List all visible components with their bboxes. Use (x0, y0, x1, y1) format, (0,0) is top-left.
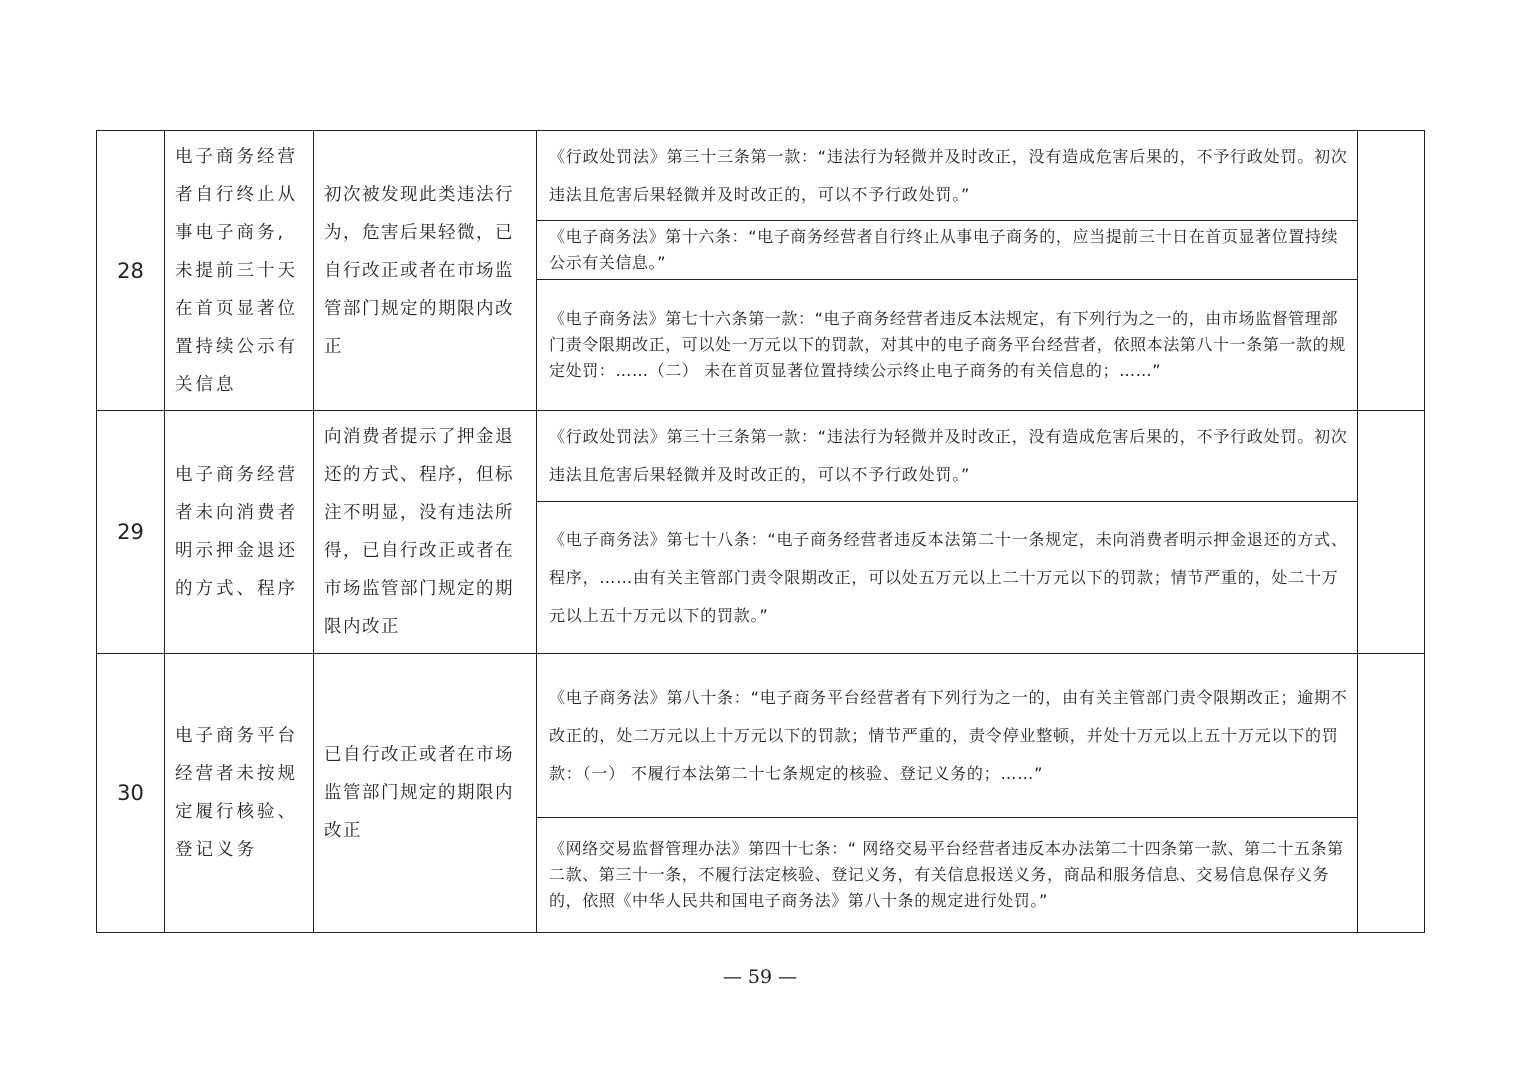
exemption-condition: 已自行改正或者在市场监管部门规定的期限内改正 (314, 654, 537, 933)
legal-basis: 《行政处罚法》第三十三条第一款：“违法行为轻微并及时改正，没有造成危害后果的，不予行政处罚。初次违法且危害后果轻微并及时改正的，可以不予行政处罚。” (537, 411, 1358, 502)
regulation-table (96, 130, 1425, 933)
row-number: 30 (97, 654, 165, 933)
exemption-condition: 向消费者提示了押金退还的方式、程序，但标注不明显，没有违法所得，已自行改正或者在市场监管部门规定的期限内改正 (314, 411, 537, 654)
table-row (97, 654, 1425, 818)
remark-cell (1358, 654, 1425, 933)
legal-basis: 《电子商务法》第七十八条：“电子商务经营者违反本法第二十一条规定，未向消费者明示押金退还的方式、程序，……由有关主管部门责令限期改正，可以处五万元以上二十万元以下的罚款；情节严重的，处二十万元以上五十万元以下的罚款。” (537, 502, 1358, 654)
remark-cell (1358, 411, 1425, 654)
violation-behavior: 电子商务经营者自行终止从事电子商务,未提前三十天在首页显著位置持续公示有关信息 (165, 131, 314, 411)
table-row (97, 411, 1425, 502)
violation-behavior: 电子商务经营者未向消费者明示押金退还的方式、程序 (165, 411, 314, 654)
legal-basis: 《行政处罚法》第三十三条第一款：“违法行为轻微并及时改正，没有造成危害后果的，不予行政处罚。初次违法且危害后果轻微并及时改正的，可以不予行政处罚。” (537, 131, 1358, 221)
legal-basis: 《电子商务法》第七十六条第一款：“电子商务经营者违反本法规定，有下列行为之一的，由市场监督管理部门责令限期改正，可以处一万元以下的罚款，对其中的电子商务平台经营者，依照本法第八十一条第一款的规定处罚：……（二） 未在首页显著位置持续公示终止电子商务的有关信息的；……” (537, 280, 1358, 411)
legal-basis: 《网络交易监督管理办法》第四十七条：“ 网络交易平台经营者违反本办法第二十四条第一款、第二十五条第二款、第三十一条，不履行法定核验、登记义务，有关信息报送义务，商品和服务信息、交易信息保存义务的，依照《中华人民共和国电子商务法》第八十条的规定进行处罚。” (537, 818, 1358, 933)
remark-cell (1358, 131, 1425, 411)
legal-basis: 《电子商务法》第十六条：“电子商务经营者自行终止从事电子商务的，应当提前三十日在首页显著位置持续公示有关信息。” (537, 221, 1358, 280)
violation-behavior: 电子商务平台经营者未按规定履行核验、登记义务 (165, 654, 314, 933)
legal-basis: 《电子商务法》第八十条：“电子商务平台经营者有下列行为之一的，由有关主管部门责令限期改正；逾期不改正的，处二万元以上十万元以下的罚款；情节严重的，责令停业整顿，并处十万元以上五十万元以下的罚款：（一） 不履行本法第二十七条规定的核验、登记义务的；……” (537, 654, 1358, 818)
row-number: 29 (97, 411, 165, 654)
table-row (97, 131, 1425, 221)
exemption-condition: 初次被发现此类违法行为，危害后果轻微，已自行改正或者在市场监管部门规定的期限内改正 (314, 131, 537, 411)
page-number: — 59 — (722, 966, 798, 988)
row-number: 28 (97, 131, 165, 411)
